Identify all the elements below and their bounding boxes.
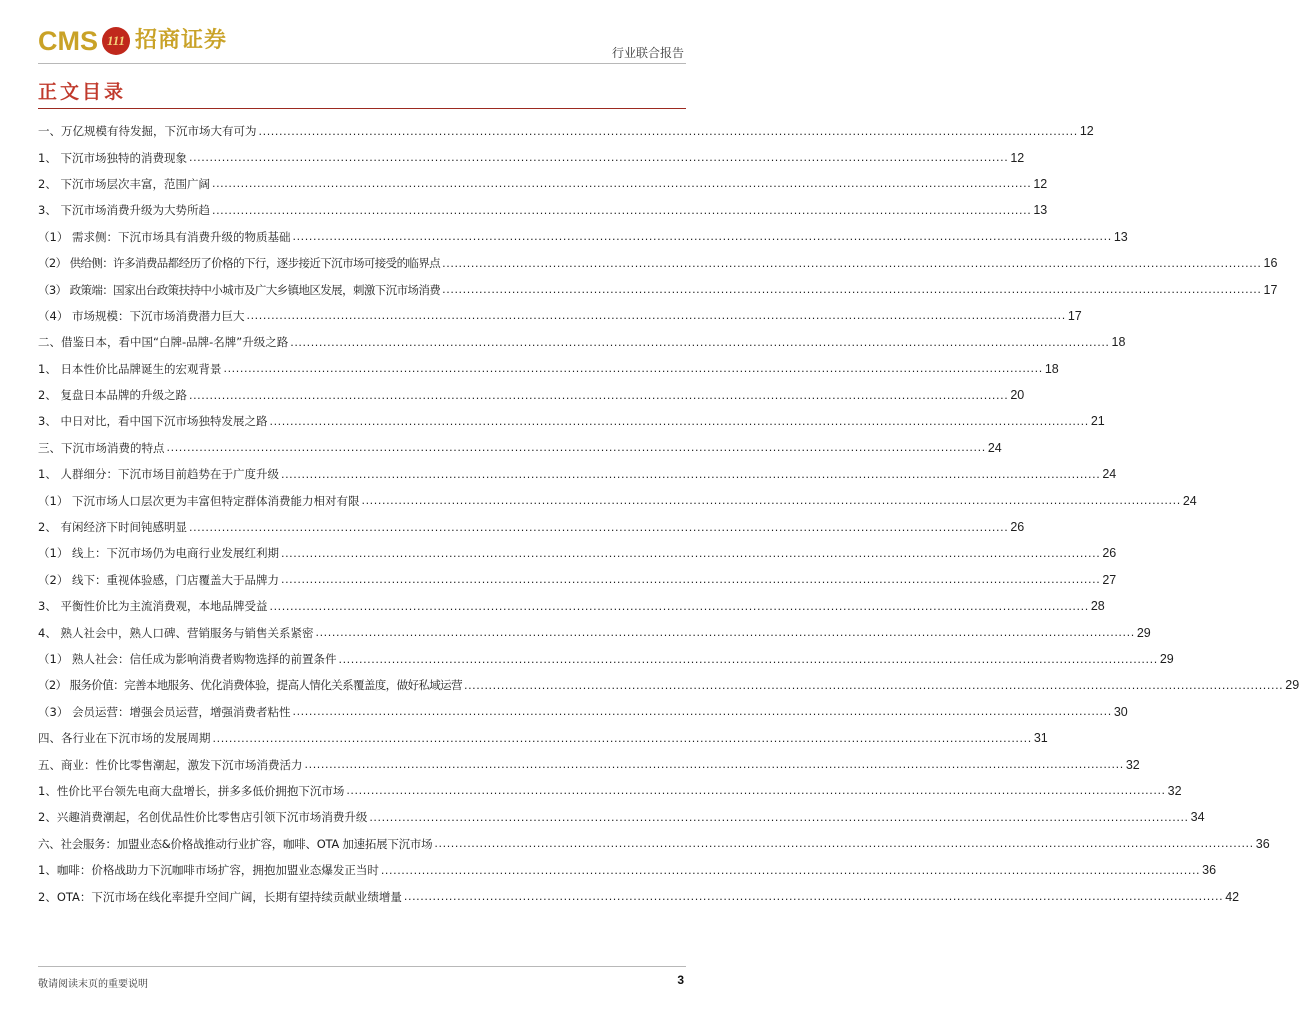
toc-dot-leader: ........................................................................................................................................................................................................	[369, 810, 1189, 824]
toc-entry-page: 12	[1079, 124, 1094, 139]
toc-entry-page: 36	[1255, 836, 1270, 851]
toc-entry-title: 2、OTA：下沉市场在线化率提升空间广阔，长期有望持续贡献业绩增量	[38, 889, 402, 904]
toc-entry[interactable]	[38, 540, 1117, 566]
toc-dot-leader: ........................................................................................................................................................................................................	[463, 678, 1284, 692]
header-divider	[38, 63, 686, 64]
toc-entry-page: 27	[1102, 572, 1117, 587]
toc-entry-page: 28	[1090, 599, 1105, 614]
toc-dot-leader: ........................................................................................................................................................................................................	[346, 784, 1166, 798]
toc-entry-title: 3、 中日对比，看中国下沉市场独特发展之路	[38, 414, 268, 429]
toc-dot-leader: ........................................................................................................................................................................................................	[258, 124, 1078, 138]
toc-entry-page: 17	[1067, 308, 1082, 323]
toc-entry-page: 20	[1010, 388, 1025, 403]
page-number: 3	[677, 973, 684, 987]
toc-entry[interactable]	[38, 356, 1059, 382]
toc-entry-title: 4、 熟人社会中，熟人口碑、营销服务与销售关系紧密	[38, 625, 314, 640]
toc-dot-leader: ........................................................................................................................................................................................................	[280, 467, 1101, 481]
toc-entry-title: （1） 下沉市场人口层次更为丰富但特定群体消费能力相对有限	[38, 493, 360, 508]
toc-entry-page: 21	[1090, 414, 1105, 429]
toc-entry[interactable]	[38, 883, 1240, 909]
toc-entry-title: （4） 市场规模：下沉市场消费潜力巨大	[38, 308, 245, 323]
toc-entry[interactable]	[38, 487, 1197, 513]
toc-entry-page: 29	[1159, 652, 1174, 666]
toc-entry-page: 32	[1125, 757, 1140, 772]
toc-entry-page: 31	[1033, 731, 1048, 746]
toc-entry[interactable]	[38, 276, 1278, 302]
toc-entry[interactable]	[38, 435, 1002, 461]
toc-entry-page: 13	[1113, 229, 1128, 244]
toc-entry[interactable]	[38, 197, 1048, 223]
toc-entry[interactable]	[38, 699, 1128, 725]
toc-entry-page: 18	[1111, 335, 1126, 350]
toc-entry-title: 五、商业：性价比零售潮起，激发下沉市场消费活力	[38, 757, 303, 772]
toc-entry-title: 二、借鉴日本，看中国“白牌-品牌-名牌”升级之路	[38, 335, 289, 350]
toc-entry-page: 17	[1263, 282, 1278, 297]
toc-dot-leader: ........................................................................................................................................................................................................	[188, 520, 1009, 534]
toc-entry-title: （3） 会员运营：增强会员运营，增强消费者粘性	[38, 704, 291, 719]
toc-entry-title: 3、 下沉市场消费升级为大势所趋	[38, 203, 210, 218]
toc-dot-leader: ........................................................................................................................................................................................................	[280, 573, 1101, 587]
toc-dot-leader: ........................................................................................................................................................................................................	[380, 863, 1201, 877]
toc-entry-page: 16	[1263, 256, 1278, 271]
toc-entry-page: 32	[1167, 783, 1182, 798]
toc-dot-leader: ........................................................................................................................................................................................................	[269, 414, 1089, 428]
toc-dot-leader: ........................................................................................................................................................................................................	[361, 494, 1181, 508]
toc-entry-page: 36	[1202, 863, 1217, 878]
toc-entry-title: 1、 下沉市场独特的消费现象	[38, 150, 187, 165]
footer-disclaimer: 敬请阅读末页的重要说明	[38, 979, 148, 990]
toc-entry-title: （3） 政策端：国家出台政策扶持中小城市及广大乡镇地区发展，刺激下沉市场消费	[38, 282, 441, 297]
toc-entry[interactable]	[38, 857, 1217, 883]
title-divider	[38, 108, 686, 109]
toc-entry[interactable]	[38, 171, 1048, 197]
cms-logo	[38, 24, 227, 58]
toc-entry[interactable]	[38, 303, 1082, 329]
toc-dot-leader: ........................................................................................................................................................................................................	[188, 388, 1009, 402]
toc-entry-title: （1） 熟人社会：信任成为影响消费者购物选择的前置条件	[38, 652, 337, 666]
toc-dot-leader: ........................................................................................................................................................................................................	[442, 256, 1262, 270]
toc-entry[interactable]	[38, 725, 1048, 751]
toc-entry[interactable]	[38, 224, 1128, 250]
toc-entry[interactable]	[38, 144, 1025, 170]
toc-dot-leader: ........................................................................................................................................................................................................	[211, 203, 1032, 217]
toc-entry-title: 2、 有闲经济下时间钝感明显	[38, 520, 187, 535]
logo-cms-text: CMS	[38, 26, 98, 56]
toc-entry[interactable]	[38, 408, 1105, 434]
toc-entry-page: 30	[1113, 704, 1128, 719]
toc-entry-page: 26	[1102, 546, 1117, 561]
toc-entry-title: 2、 下沉市场层次丰富，范围广阔	[38, 176, 210, 191]
toc-entry-title: 1、 日本性价比品牌诞生的宏观背景	[38, 361, 222, 376]
toc-entry-title: 三、下沉市场消费的特点	[38, 440, 165, 455]
toc-entry[interactable]	[38, 567, 1117, 593]
toc-entry[interactable]	[38, 329, 1126, 355]
toc-entry[interactable]	[38, 831, 1270, 857]
toc-entry[interactable]	[38, 593, 1105, 619]
toc-entry-page: 42	[1225, 889, 1240, 904]
toc-dot-leader: ........................................................................................................................................................................................................	[223, 362, 1043, 376]
toc-entry[interactable]	[38, 804, 1205, 830]
toc-entry-title: （2） 供给侧：许多消费品都经历了价格的下行，逐步接近下沉市场可接受的临界点	[38, 256, 441, 271]
toc-dot-leader: ........................................................................................................................................................................................................	[338, 652, 1158, 666]
toc-entry[interactable]	[38, 778, 1182, 804]
toc-entry-title: （2） 服务价值：完善本地服务、优化消费体验，提高人情化关系覆盖度，做好私域运营	[38, 678, 462, 693]
toc-entry-page: 12	[1033, 176, 1048, 191]
toc-dot-leader: ........................................................................................................................................................................................................	[315, 626, 1135, 640]
toc-dot-leader: ........................................................................................................................................................................................................	[292, 230, 1112, 244]
report-type: 行业联合报告	[611, 46, 684, 60]
toc-entry[interactable]	[38, 514, 1025, 540]
logo-company-name: 招商证券	[135, 28, 228, 53]
toc-entry[interactable]	[38, 461, 1117, 487]
toc-entry-title: （1） 线上：下沉市场仍为电商行业发展红利期	[38, 546, 279, 561]
toc-dot-leader: ........................................................................................................................................................................................................	[280, 546, 1101, 560]
toc-entry-page: 34	[1190, 810, 1205, 825]
toc-entry[interactable]	[38, 619, 1151, 645]
toc-title: 正文目录	[38, 81, 127, 103]
toc-dot-leader: ........................................................................................................................................................................................................	[304, 758, 1124, 772]
toc-dot-leader: ........................................................................................................................................................................................................	[292, 705, 1112, 719]
toc-dot-leader: ........................................................................................................................................................................................................	[246, 309, 1066, 323]
toc-entry-page: 24	[1182, 493, 1197, 508]
toc-dot-leader: ........................................................................................................................................................................................................	[212, 731, 1032, 745]
toc-entry-title: 四、各行业在下沉市场的发展周期	[38, 731, 211, 746]
toc-entry-page: 24	[987, 440, 1002, 455]
toc-entry[interactable]	[38, 118, 1094, 144]
toc-entry-title: 六、社会服务：加盟业态&价格战推动行业扩容，咖啡、OTA 加速拓展下沉市场	[38, 836, 433, 851]
toc-entry-page: 12	[1010, 150, 1025, 165]
toc-dot-leader: ........................................................................................................................................................................................................	[434, 837, 1254, 851]
toc-entry[interactable]	[38, 646, 1174, 672]
toc-entry-page: 18	[1044, 361, 1059, 376]
toc-entry-title: （1） 需求侧：下沉市场具有消费升级的物质基础	[38, 229, 291, 244]
toc-entry-title: 1、 人群细分：下沉市场目前趋势在于广度升级	[38, 467, 279, 482]
toc-entry-page: 26	[1010, 520, 1025, 535]
toc-dot-leader: ........................................................................................................................................................................................................	[403, 890, 1224, 904]
toc-entry[interactable]	[38, 672, 1299, 698]
toc-entry[interactable]	[38, 250, 1278, 276]
toc-entry-title: （2） 线下：重视体验感，门店覆盖大于品牌力	[38, 572, 279, 587]
toc-dot-leader: ........................................................................................................................................................................................................	[211, 177, 1032, 191]
toc-entry-title: 1、性价比平台领先电商大盘增长，拼多多低价拥抱下沉市场	[38, 783, 345, 798]
logo-seal-icon: 111	[102, 27, 130, 55]
toc-entry-page: 13	[1033, 203, 1048, 218]
toc-dot-leader: ........................................................................................................................................................................................................	[188, 151, 1009, 165]
toc-dot-leader: ........................................................................................................................................................................................................	[166, 441, 986, 455]
toc-entry-title: 2、 复盘日本品牌的升级之路	[38, 388, 187, 403]
toc-entry-page: 29	[1136, 625, 1151, 640]
toc-entry[interactable]	[38, 751, 1140, 777]
toc-entry-title: 一、万亿规模有待发掘，下沉市场大有可为	[38, 124, 257, 139]
page-header	[0, 0, 724, 70]
toc-entry-page: 29	[1285, 678, 1299, 693]
toc-dot-leader: ........................................................................................................................................................................................................	[269, 599, 1089, 613]
toc-entry-title: 1、咖啡：价格战助力下沉咖啡市场扩容，拥抱加盟业态爆发正当时	[38, 863, 379, 878]
toc-dot-leader: ........................................................................................................................................................................................................	[442, 283, 1262, 297]
toc-dot-leader: ........................................................................................................................................................................................................	[290, 335, 1110, 349]
toc-entry-page: 24	[1102, 467, 1117, 482]
footer-divider	[38, 966, 686, 967]
table-of-contents	[38, 118, 1299, 910]
toc-entry[interactable]	[38, 382, 1025, 408]
toc-entry-title: 3、 平衡性价比为主流消费观，本地品牌受益	[38, 599, 268, 614]
toc-entry-title: 2、兴趣消费潮起，名创优品性价比零售店引领下沉市场消费升级	[38, 810, 368, 825]
